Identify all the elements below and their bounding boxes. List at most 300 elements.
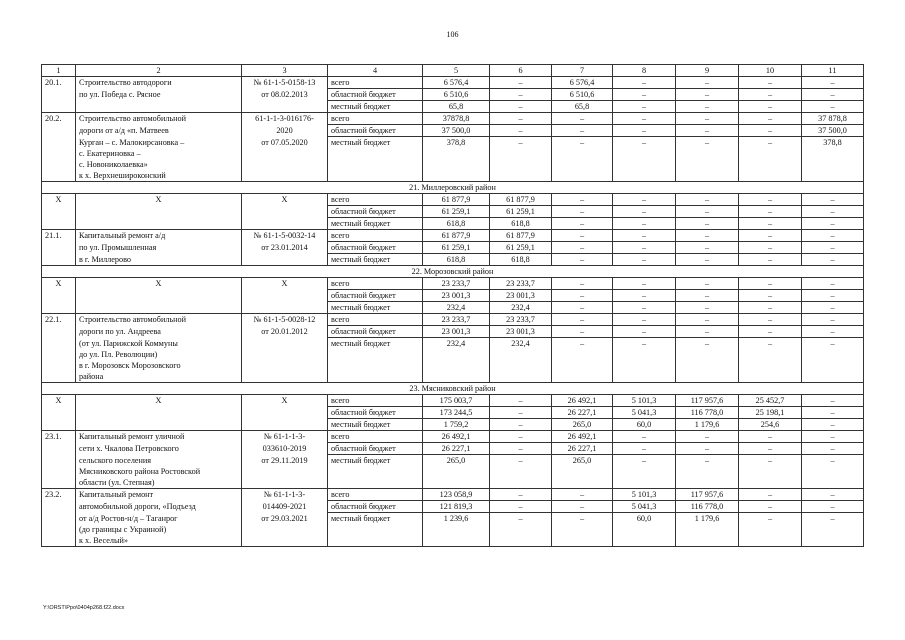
document-number-line — [242, 349, 328, 360]
amount-cell: 60,0 — [613, 513, 676, 525]
amount-cell: – — [676, 290, 739, 302]
amount-cell: – — [613, 443, 676, 455]
section-title: 22. Морозовский район — [42, 266, 864, 278]
table-row — [42, 326, 864, 338]
amount-cell — [552, 466, 613, 477]
document-number-line — [242, 254, 328, 266]
table-row — [42, 443, 864, 455]
amount-cell — [739, 148, 802, 159]
amount-cell: 23 001,3 — [490, 326, 552, 338]
object-name-line: с. Екатериновка – — [76, 148, 242, 159]
section-title: 23. Мясниковский район — [42, 383, 864, 395]
object-name-line: с. Новониколаевка» — [76, 159, 242, 170]
amount-cell — [613, 524, 676, 535]
amount-cell: – — [676, 101, 739, 113]
col-number-header: 10 — [739, 65, 802, 77]
amount-cell: 618,8 — [423, 218, 490, 230]
amount-cell: – — [802, 290, 864, 302]
row-number — [42, 443, 76, 455]
document-number-line — [242, 535, 328, 547]
amount-cell: 5 041,3 — [613, 407, 676, 419]
row-number — [42, 89, 76, 101]
document-number-line: X — [242, 278, 328, 290]
table-row — [42, 360, 864, 371]
budget-source: областной бюджет — [328, 290, 423, 302]
col-number-header: 1 — [42, 65, 76, 77]
amount-cell: – — [552, 314, 613, 326]
document-number-line — [242, 206, 328, 218]
table-row — [42, 230, 864, 242]
amount-cell: – — [802, 489, 864, 501]
amount-cell: – — [676, 218, 739, 230]
section-header-row — [42, 383, 864, 395]
object-name-line: (до границы с Украиной) — [76, 524, 242, 535]
object-name-line: Капитальный ремонт уличной — [76, 431, 242, 443]
amount-cell: – — [802, 89, 864, 101]
amount-cell: – — [739, 278, 802, 290]
budget-source: всего — [328, 489, 423, 501]
amount-cell: – — [613, 125, 676, 137]
table-row — [42, 77, 864, 89]
amount-cell: – — [613, 242, 676, 254]
document-number-line — [242, 371, 328, 383]
object-name-line — [76, 407, 242, 419]
amount-cell — [490, 466, 552, 477]
row-number: 20.2. — [42, 113, 76, 125]
amount-cell: – — [802, 230, 864, 242]
amount-cell — [423, 170, 490, 182]
amount-cell — [802, 371, 864, 383]
document-number-line: от 23.01.2014 — [242, 242, 328, 254]
amount-cell: 26 492,1 — [552, 431, 613, 443]
document-number-line — [242, 218, 328, 230]
budget-source: областной бюджет — [328, 89, 423, 101]
amount-cell: – — [739, 230, 802, 242]
amount-cell — [613, 349, 676, 360]
amount-cell: – — [739, 113, 802, 125]
amount-cell: – — [676, 254, 739, 266]
amount-cell: 117 957,6 — [676, 489, 739, 501]
document-number-line — [242, 419, 328, 431]
amount-cell: – — [613, 455, 676, 467]
budget-source: всего — [328, 230, 423, 242]
amount-cell: – — [490, 395, 552, 407]
amount-cell — [739, 360, 802, 371]
amount-cell — [490, 360, 552, 371]
object-name-line: сети х. Чкалова Петровского — [76, 443, 242, 455]
budget-source: всего — [328, 113, 423, 125]
object-name-line: дороги по ул. Андреева — [76, 326, 242, 338]
amount-cell — [739, 535, 802, 547]
document-number-line: от 20.01.2012 — [242, 326, 328, 338]
object-name-line: от а/д Ростов-н/д – Таганрог — [76, 513, 242, 525]
table-row — [42, 148, 864, 159]
amount-cell: 37878,8 — [423, 113, 490, 125]
amount-cell: – — [739, 455, 802, 467]
budget-source: областной бюджет — [328, 326, 423, 338]
budget-source — [328, 466, 423, 477]
amount-cell: – — [613, 113, 676, 125]
amount-cell: – — [552, 326, 613, 338]
budget-source — [328, 477, 423, 489]
amount-cell — [490, 477, 552, 489]
amount-cell: – — [613, 206, 676, 218]
amount-cell: 121 819,3 — [423, 501, 490, 513]
amount-cell — [490, 148, 552, 159]
budget-table — [41, 64, 864, 547]
row-number — [42, 101, 76, 113]
object-name-line: дороги от а/д «п. Матвеев — [76, 125, 242, 137]
table-row — [42, 371, 864, 383]
amount-cell: 23 233,7 — [423, 278, 490, 290]
document-number-line — [242, 524, 328, 535]
amount-cell: 61 259,1 — [490, 206, 552, 218]
amount-cell: – — [739, 443, 802, 455]
amount-cell — [739, 159, 802, 170]
amount-cell: 61 259,1 — [423, 242, 490, 254]
table-row — [42, 524, 864, 535]
row-number — [42, 477, 76, 489]
amount-cell: – — [490, 113, 552, 125]
amount-cell — [802, 170, 864, 182]
budget-source: местный бюджет — [328, 455, 423, 467]
amount-cell — [739, 170, 802, 182]
amount-cell — [676, 477, 739, 489]
amount-cell — [490, 371, 552, 383]
table-row — [42, 455, 864, 467]
amount-cell: 175 003,7 — [423, 395, 490, 407]
amount-cell: 117 957,6 — [676, 395, 739, 407]
amount-cell: 6 510,6 — [552, 89, 613, 101]
amount-cell — [423, 159, 490, 170]
row-number — [42, 326, 76, 338]
object-name-line — [76, 206, 242, 218]
budget-source — [328, 170, 423, 182]
amount-cell: 618,8 — [423, 254, 490, 266]
amount-cell: 1 239,6 — [423, 513, 490, 525]
row-number: 22.1. — [42, 314, 76, 326]
amount-cell: – — [739, 338, 802, 350]
amount-cell: – — [490, 89, 552, 101]
row-number — [42, 501, 76, 513]
amount-cell — [802, 349, 864, 360]
amount-cell: – — [739, 431, 802, 443]
amount-cell: 265,0 — [552, 419, 613, 431]
amount-cell: 123 058,9 — [423, 489, 490, 501]
object-name-line: по ул. Промышленная — [76, 242, 242, 254]
amount-cell — [552, 371, 613, 383]
amount-cell — [613, 466, 676, 477]
amount-cell: – — [739, 290, 802, 302]
amount-cell: – — [613, 290, 676, 302]
row-number — [42, 524, 76, 535]
amount-cell — [490, 524, 552, 535]
row-number — [42, 360, 76, 371]
amount-cell — [613, 535, 676, 547]
table-row — [42, 89, 864, 101]
object-name-line: автомобильной дороги, «Подъезд — [76, 501, 242, 513]
document-number-line — [242, 360, 328, 371]
amount-cell: – — [802, 407, 864, 419]
document-number-line — [242, 101, 328, 113]
table-row — [42, 113, 864, 125]
amount-cell: – — [739, 242, 802, 254]
amount-cell: 61 877,9 — [423, 194, 490, 206]
col-number-header: 2 — [76, 65, 242, 77]
amount-cell: 23 233,7 — [490, 278, 552, 290]
object-name-line: X — [76, 278, 242, 290]
amount-cell: 25 452,7 — [739, 395, 802, 407]
amount-cell: – — [613, 218, 676, 230]
budget-source — [328, 349, 423, 360]
amount-cell: – — [802, 419, 864, 431]
amount-cell: – — [552, 230, 613, 242]
amount-cell: 5 041,3 — [613, 501, 676, 513]
amount-cell — [552, 148, 613, 159]
row-number — [42, 254, 76, 266]
amount-cell: – — [552, 206, 613, 218]
amount-cell: – — [490, 101, 552, 113]
table-row — [42, 159, 864, 170]
budget-source — [328, 371, 423, 383]
amount-cell: – — [552, 302, 613, 314]
amount-cell: – — [802, 254, 864, 266]
budget-source: местный бюджет — [328, 218, 423, 230]
amount-cell — [676, 535, 739, 547]
budget-source: всего — [328, 278, 423, 290]
amount-cell: 232,4 — [423, 302, 490, 314]
amount-cell: – — [552, 242, 613, 254]
amount-cell: 116 778,0 — [676, 501, 739, 513]
table-row — [42, 349, 864, 360]
object-name-line: до ул. Пл. Революции) — [76, 349, 242, 360]
amount-cell — [802, 360, 864, 371]
row-number — [42, 466, 76, 477]
object-name-line: Капитальный ремонт а/д — [76, 230, 242, 242]
object-name-line: X — [76, 194, 242, 206]
amount-cell: – — [490, 125, 552, 137]
amount-cell: 254,6 — [739, 419, 802, 431]
budget-source: всего — [328, 395, 423, 407]
budget-source: всего — [328, 194, 423, 206]
amount-cell: 618,8 — [490, 254, 552, 266]
document-number-line: X — [242, 194, 328, 206]
amount-cell: – — [802, 338, 864, 350]
row-number: 21.1. — [42, 230, 76, 242]
table-row — [42, 242, 864, 254]
row-number — [42, 419, 76, 431]
amount-cell — [802, 535, 864, 547]
amount-cell: – — [490, 501, 552, 513]
amount-cell: – — [676, 242, 739, 254]
amount-cell: 232,4 — [423, 338, 490, 350]
amount-cell: 5 101,3 — [613, 395, 676, 407]
section-title: 21. Миллеровский район — [42, 182, 864, 194]
amount-cell — [423, 349, 490, 360]
amount-cell — [490, 170, 552, 182]
amount-cell: 6 510,6 — [423, 89, 490, 101]
amount-cell — [613, 148, 676, 159]
amount-cell: – — [552, 194, 613, 206]
table-row — [42, 431, 864, 443]
col-number-header: 7 — [552, 65, 613, 77]
amount-cell: 61 877,9 — [490, 230, 552, 242]
amount-cell: – — [802, 101, 864, 113]
row-number: X — [42, 194, 76, 206]
amount-cell: – — [802, 326, 864, 338]
amount-cell: – — [739, 125, 802, 137]
page-number: 106 — [446, 30, 459, 39]
amount-cell: – — [676, 137, 739, 149]
col-number-header: 9 — [676, 65, 739, 77]
table-body — [42, 65, 864, 547]
budget-source: областной бюджет — [328, 443, 423, 455]
table-row — [42, 206, 864, 218]
row-number — [42, 349, 76, 360]
document-number-line — [242, 159, 328, 170]
amount-cell: 232,4 — [490, 302, 552, 314]
amount-cell: – — [613, 89, 676, 101]
row-number — [42, 218, 76, 230]
col-number-header: 11 — [802, 65, 864, 77]
row-number — [42, 407, 76, 419]
amount-cell: 65,8 — [552, 101, 613, 113]
budget-source — [328, 535, 423, 547]
row-number: X — [42, 395, 76, 407]
object-name-line: сельского поселения — [76, 455, 242, 467]
amount-cell: – — [676, 89, 739, 101]
document-number-line: 61-1-1-3-016176- — [242, 113, 328, 125]
budget-source — [328, 360, 423, 371]
document-number-line: от 29.11.2019 — [242, 455, 328, 467]
object-name-line: в г. Морозовск Морозовского — [76, 360, 242, 371]
table-row — [42, 535, 864, 547]
amount-cell — [676, 148, 739, 159]
amount-cell: 232,4 — [490, 338, 552, 350]
amount-cell: – — [613, 314, 676, 326]
amount-cell — [676, 524, 739, 535]
document-number-line: X — [242, 395, 328, 407]
row-number: X — [42, 278, 76, 290]
amount-cell: – — [676, 113, 739, 125]
amount-cell: – — [739, 326, 802, 338]
amount-cell — [739, 524, 802, 535]
amount-cell: – — [802, 455, 864, 467]
amount-cell: – — [676, 125, 739, 137]
table-row — [42, 170, 864, 182]
amount-cell: 26 227,1 — [552, 407, 613, 419]
amount-cell — [802, 148, 864, 159]
amount-cell: – — [552, 338, 613, 350]
amount-cell: – — [613, 302, 676, 314]
amount-cell: – — [802, 302, 864, 314]
col-number-header: 3 — [242, 65, 328, 77]
amount-cell: – — [490, 431, 552, 443]
table-row — [42, 489, 864, 501]
amount-cell — [552, 349, 613, 360]
table-row — [42, 302, 864, 314]
object-name-line: Курган – с. Малокирсановка – — [76, 137, 242, 149]
col-number-header: 4 — [328, 65, 423, 77]
section-header-row — [42, 182, 864, 194]
budget-source: местный бюджет — [328, 101, 423, 113]
amount-cell: – — [552, 489, 613, 501]
amount-cell — [802, 524, 864, 535]
amount-cell: – — [676, 326, 739, 338]
amount-cell — [613, 371, 676, 383]
row-number — [42, 371, 76, 383]
amount-cell — [552, 477, 613, 489]
amount-cell — [739, 349, 802, 360]
amount-cell: 61 259,1 — [490, 242, 552, 254]
budget-source: областной бюджет — [328, 242, 423, 254]
table-row — [42, 125, 864, 137]
row-number — [42, 513, 76, 525]
document-number-line — [242, 477, 328, 489]
amount-cell: – — [552, 137, 613, 149]
amount-cell: – — [552, 125, 613, 137]
table-row — [42, 513, 864, 525]
amount-cell: – — [552, 278, 613, 290]
row-number — [42, 290, 76, 302]
amount-cell — [552, 360, 613, 371]
object-name-line: в г. Миллерово — [76, 254, 242, 266]
document-number-line: 014409-2021 — [242, 501, 328, 513]
object-name-line: Мясниковского района Ростовской — [76, 466, 242, 477]
row-number: 23.1. — [42, 431, 76, 443]
amount-cell: – — [739, 513, 802, 525]
table-row — [42, 419, 864, 431]
amount-cell: – — [739, 206, 802, 218]
amount-cell: 37 500,0 — [802, 125, 864, 137]
document-number-line: 2020 — [242, 125, 328, 137]
amount-cell: 173 244,5 — [423, 407, 490, 419]
row-number — [42, 302, 76, 314]
row-number — [42, 338, 76, 350]
budget-source: местный бюджет — [328, 338, 423, 350]
object-name-line — [76, 290, 242, 302]
document-number-line: № 61-1-5-0158-13 — [242, 77, 328, 89]
budget-source: областной бюджет — [328, 125, 423, 137]
document-number-line: от 29.03.2021 — [242, 513, 328, 525]
budget-table-container — [41, 64, 863, 547]
budget-source: всего — [328, 314, 423, 326]
document-number-line — [242, 407, 328, 419]
amount-cell — [490, 159, 552, 170]
amount-cell: – — [613, 254, 676, 266]
table-row — [42, 137, 864, 149]
object-name-line: области (ул. Степная) — [76, 477, 242, 489]
amount-cell: – — [613, 278, 676, 290]
amount-cell: – — [739, 194, 802, 206]
amount-cell: – — [676, 194, 739, 206]
amount-cell: – — [802, 242, 864, 254]
budget-source: местный бюджет — [328, 513, 423, 525]
amount-cell — [676, 371, 739, 383]
amount-cell — [613, 360, 676, 371]
amount-cell: – — [802, 314, 864, 326]
amount-cell: 116 778,0 — [676, 407, 739, 419]
object-name-line: Строительство автодороги — [76, 77, 242, 89]
amount-cell — [613, 159, 676, 170]
amount-cell: – — [739, 254, 802, 266]
amount-cell: – — [739, 501, 802, 513]
budget-source: местный бюджет — [328, 302, 423, 314]
document-number-line — [242, 466, 328, 477]
row-number — [42, 535, 76, 547]
amount-cell: – — [552, 254, 613, 266]
table-row — [42, 194, 864, 206]
